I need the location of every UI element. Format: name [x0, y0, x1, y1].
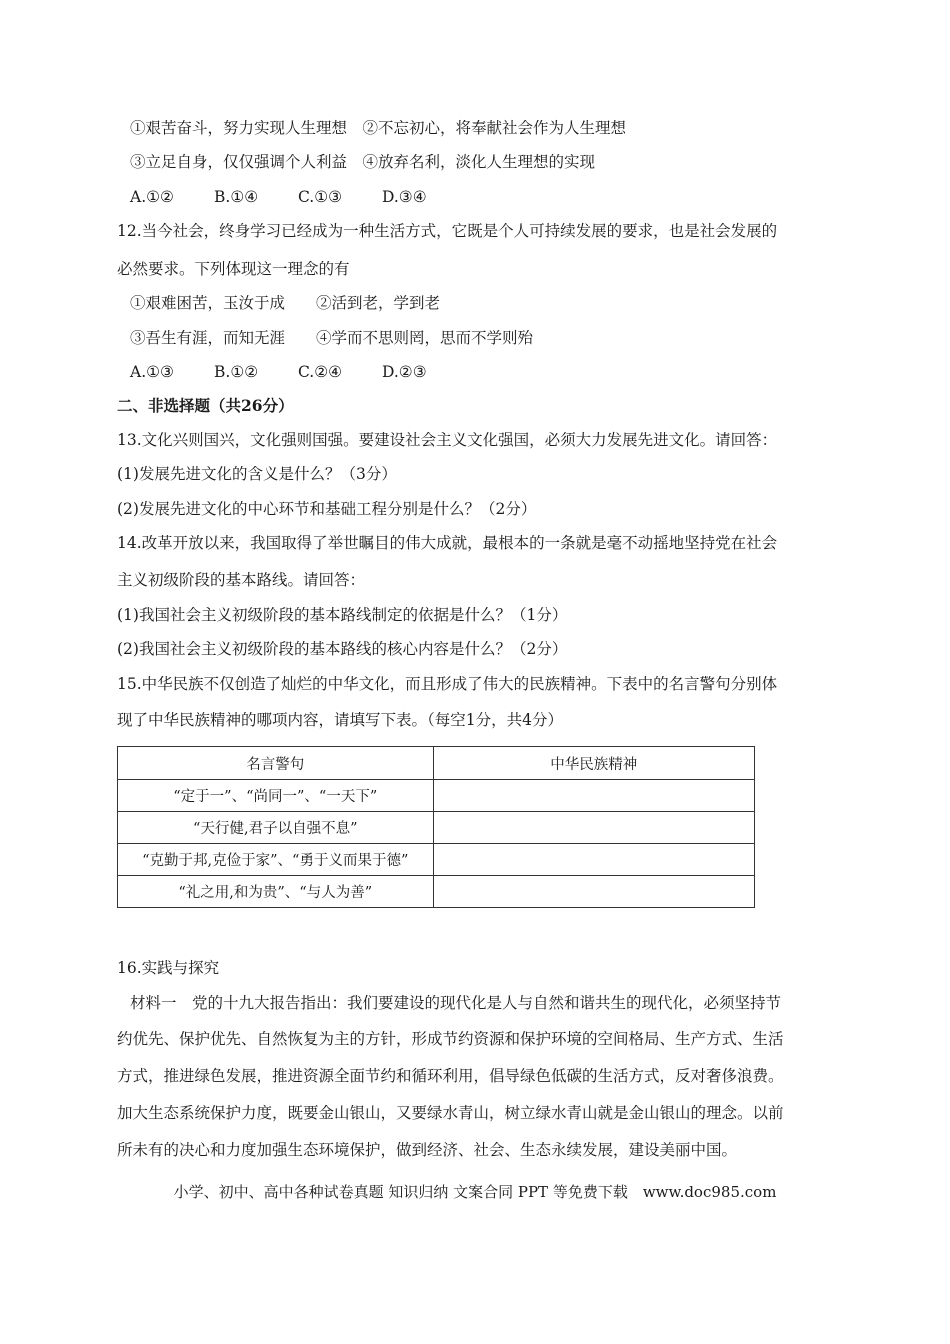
section-2-title: 二、非选择题（共26分） — [117, 396, 294, 415]
q16-material-line-4: 加大生态系统保护力度，既要金山银山，又要绿水青山，树立绿水青山就是金山银山的理念。以前 — [117, 1104, 784, 1122]
table-row — [118, 844, 755, 876]
answer-cell[interactable] — [433, 876, 754, 908]
q12-option-row-2: ③吾生有涯，而知无涯 ④学而不思则罔，思而不学则殆 — [130, 329, 534, 347]
quote-cell: “克勤于邦,克俭于家”、“勇于义而果于德” — [118, 844, 434, 876]
q12-choice-b: B.①② — [214, 363, 259, 381]
q11-option-row-2: ③立足自身，仅仅强调个人利益 ④放弃名利，淡化人生理想的实现 — [130, 153, 596, 171]
q12-stem-line-2: 必然要求。下列体现这一理念的有 — [117, 260, 350, 278]
q16-material-line-2: 约优先、保护优先、自然恢复为主的方针，形成节约资源和保护环境的空间格局、生产方式、生活 — [117, 1030, 784, 1048]
q15-stem-line-1: 15.中华民族不仅创造了灿烂的中华文化，而且形成了伟大的民族精神。下表中的名言警句分别体 — [117, 675, 778, 693]
table-header-row — [118, 747, 755, 780]
q13-stem: 13.文化兴则国兴，文化强则国强。要建设社会主义文化强国，必须大力发展先进文化。请回答： — [117, 431, 778, 449]
table-row — [118, 876, 755, 908]
page-footer: 小学、初中、高中各种试卷真题 知识归纳 文案合同 PPT 等免费下载 www.doc985.com — [173, 1183, 777, 1201]
quote-cell: “天行健,君子以自强不息” — [118, 812, 434, 844]
quote-cell: “定于一”、“尚同一”、“一天下” — [118, 780, 434, 812]
q12-choice-d: D.②③ — [382, 363, 427, 381]
q12-option-row-1: ①艰难困苦，玉汝于成 ②活到老，学到老 — [130, 294, 441, 312]
q14-stem-line-2: 主义初级阶段的基本路线。请回答： — [117, 571, 366, 589]
table-header-spirit: 中华民族精神 — [433, 747, 754, 780]
table-header-quotes: 名言警句 — [118, 747, 434, 780]
q11-choice-d: D.③④ — [382, 188, 427, 206]
answer-cell[interactable] — [433, 812, 754, 844]
q11-choices — [130, 187, 466, 207]
q12-choices — [130, 362, 466, 382]
q12-stem-line-1: 12.当今社会，终身学习已经成为一种生活方式，它既是个人可持续发展的要求，也是社会发展的 — [117, 222, 778, 240]
q14-stem-line-1: 14.改革开放以来，我国取得了举世瞩目的伟大成就，最根本的一条就是毫不动摇地坚持党在社会 — [117, 534, 778, 552]
q13-sub-1: (1)发展先进文化的含义是什么？（3分） — [117, 465, 397, 483]
q12-choice-a: A.①③ — [130, 363, 174, 381]
q16-material-line-5: 所未有的决心和力度加强生态环境保护，做到经济、社会、生态永续发展，建设美丽中国。 — [117, 1141, 738, 1159]
table-row — [118, 780, 755, 812]
q14-sub-1: (1)我国社会主义初级阶段的基本路线制定的依据是什么？（1分） — [117, 606, 568, 624]
q14-sub-2: (2)我国社会主义初级阶段的基本路线的核心内容是什么？（2分） — [117, 640, 568, 658]
national-spirit-table — [117, 746, 755, 908]
q12-choice-c: C.②④ — [298, 363, 343, 381]
q11-choice-b: B.①④ — [214, 188, 259, 206]
table-row — [118, 812, 755, 844]
q11-choice-c: C.①③ — [298, 188, 343, 206]
q11-choice-a: A.①② — [130, 188, 174, 206]
answer-cell[interactable] — [433, 844, 754, 876]
q13-sub-2: (2)发展先进文化的中心环节和基础工程分别是什么？（2分） — [117, 500, 537, 518]
quote-cell: “礼之用,和为贵”、“与人为善” — [118, 876, 434, 908]
q15-stem-line-2: 现了中华民族精神的哪项内容，请填写下表。（每空1分，共4分） — [117, 711, 563, 729]
answer-cell[interactable] — [433, 780, 754, 812]
q11-option-row-1: ①艰苦奋斗，努力实现人生理想 ②不忘初心，将奉献社会作为人生理想 — [130, 119, 627, 137]
q16-title: 16.实践与探究 — [117, 959, 220, 977]
q16-material-line-3: 方式，推进绿色发展，推进资源全面节约和循环利用，倡导绿色低碳的生活方式，反对奢侈浪费。 — [117, 1067, 784, 1085]
q16-material-line-1: 材料一 党的十九大报告指出：我们要建设的现代化是人与自然和谐共生的现代化，必须坚持节 — [130, 994, 782, 1012]
